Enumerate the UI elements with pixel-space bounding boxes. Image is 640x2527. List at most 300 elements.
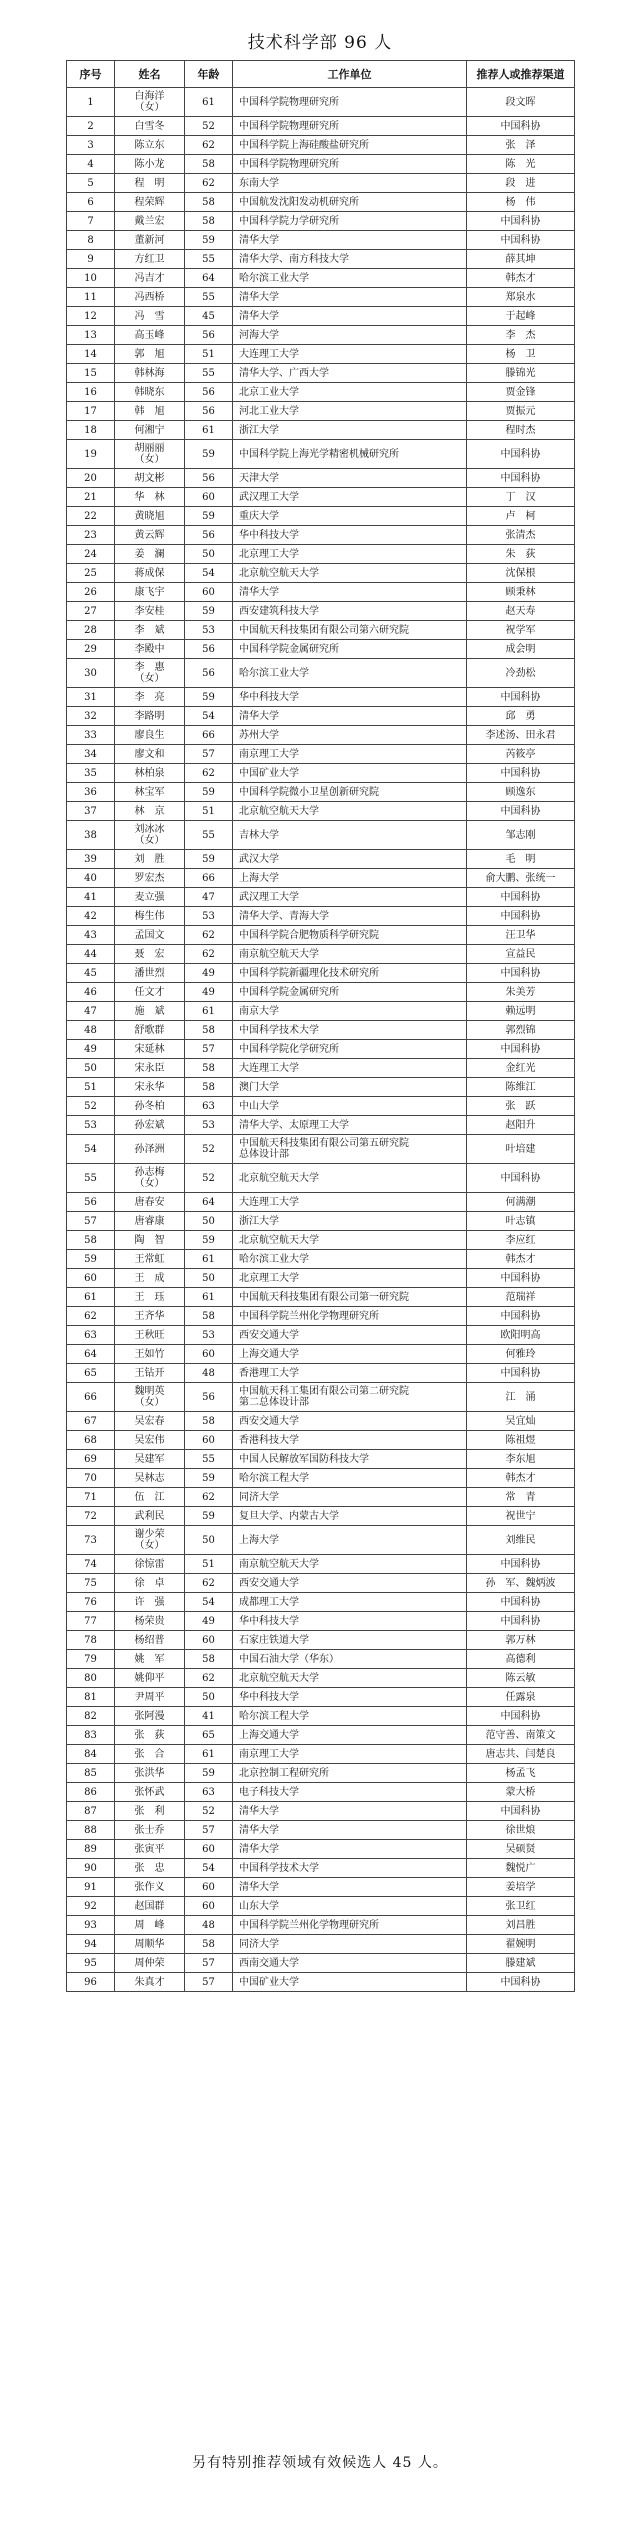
candidate-workplace: 清华大学 xyxy=(233,1878,467,1897)
candidate-table xyxy=(66,60,575,1992)
table-row xyxy=(67,688,575,707)
candidate-recommender: 陈祖煜 xyxy=(467,1431,575,1450)
table-row xyxy=(67,802,575,821)
candidate-age: 59 xyxy=(185,1469,233,1488)
candidate-age: 50 xyxy=(185,1526,233,1555)
row-index: 61 xyxy=(67,1288,115,1307)
candidate-name: 廖良生 xyxy=(115,726,185,745)
candidate-workplace: 中国人民解放军国防科技大学 xyxy=(233,1450,467,1469)
candidate-age: 45 xyxy=(185,307,233,326)
candidate-age: 63 xyxy=(185,1783,233,1802)
candidate-age: 58 xyxy=(185,193,233,212)
table-row xyxy=(67,1212,575,1231)
table-row xyxy=(67,1345,575,1364)
candidate-workplace: 同济大学 xyxy=(233,1488,467,1507)
candidate-age: 62 xyxy=(185,1574,233,1593)
candidate-recommender: 中国科协 xyxy=(467,1973,575,1992)
header-recommender: 推荐人或推荐渠道 xyxy=(467,61,575,88)
table-row xyxy=(67,1574,575,1593)
candidate-age: 59 xyxy=(185,783,233,802)
candidate-age: 61 xyxy=(185,1745,233,1764)
candidate-age: 56 xyxy=(185,326,233,345)
candidate-age: 59 xyxy=(185,1764,233,1783)
candidate-age: 61 xyxy=(185,88,233,117)
candidate-recommender: 杨 伟 xyxy=(467,193,575,212)
row-index: 39 xyxy=(67,850,115,869)
candidate-name: 孙泽洲 xyxy=(115,1135,185,1164)
table-row xyxy=(67,383,575,402)
candidate-name: 姜 澜 xyxy=(115,545,185,564)
row-index: 71 xyxy=(67,1488,115,1507)
candidate-workplace: 清华大学 xyxy=(233,583,467,602)
candidate-workplace: 上海交通大学 xyxy=(233,1345,467,1364)
table-row xyxy=(67,1859,575,1878)
table-row xyxy=(67,1135,575,1164)
candidate-age: 50 xyxy=(185,1688,233,1707)
candidate-age: 50 xyxy=(185,1269,233,1288)
candidate-name: 徐 卓 xyxy=(115,1574,185,1593)
candidate-name: 宋延林 xyxy=(115,1040,185,1059)
candidate-recommender: 范瑞祥 xyxy=(467,1288,575,1307)
row-index: 33 xyxy=(67,726,115,745)
table-row xyxy=(67,764,575,783)
row-index: 15 xyxy=(67,364,115,383)
candidate-recommender: 中国科协 xyxy=(467,1164,575,1193)
table-row xyxy=(67,193,575,212)
candidate-workplace: 武汉理工大学 xyxy=(233,488,467,507)
candidate-workplace: 北京航空航天大学 xyxy=(233,1669,467,1688)
candidate-recommender: 段 进 xyxy=(467,174,575,193)
table-row xyxy=(67,964,575,983)
candidate-age: 48 xyxy=(185,1916,233,1935)
table-row xyxy=(67,155,575,174)
candidate-name: 罗宏杰 xyxy=(115,869,185,888)
candidate-workplace: 清华大学 xyxy=(233,288,467,307)
candidate-recommender: 朱 荻 xyxy=(467,545,575,564)
candidate-workplace: 中国科学院上海硅酸盐研究所 xyxy=(233,136,467,155)
candidate-name: 华 林 xyxy=(115,488,185,507)
table-row xyxy=(67,1097,575,1116)
row-index: 75 xyxy=(67,1574,115,1593)
candidate-workplace: 成都理工大学 xyxy=(233,1593,467,1612)
candidate-workplace: 香港理工大学 xyxy=(233,1364,467,1383)
candidate-age: 54 xyxy=(185,1593,233,1612)
candidate-name: 张 忠 xyxy=(115,1859,185,1878)
row-index: 1 xyxy=(67,88,115,117)
table-row xyxy=(67,1612,575,1631)
row-index: 89 xyxy=(67,1840,115,1859)
candidate-age: 55 xyxy=(185,288,233,307)
table-row xyxy=(67,1954,575,1973)
candidate-age: 61 xyxy=(185,1002,233,1021)
candidate-workplace: 清华大学、南方科技大学 xyxy=(233,250,467,269)
table-row xyxy=(67,945,575,964)
candidate-name: 王钻开 xyxy=(115,1364,185,1383)
candidate-name: 宋永臣 xyxy=(115,1059,185,1078)
candidate-workplace: 哈尔滨工程大学 xyxy=(233,1707,467,1726)
table-row xyxy=(67,1002,575,1021)
candidate-age: 55 xyxy=(185,250,233,269)
candidate-recommender: 刘昌胜 xyxy=(467,1916,575,1935)
table-row xyxy=(67,212,575,231)
candidate-age: 58 xyxy=(185,1059,233,1078)
candidate-recommender: 中国科协 xyxy=(467,212,575,231)
candidate-recommender: 杨 卫 xyxy=(467,345,575,364)
row-index: 14 xyxy=(67,345,115,364)
row-index: 50 xyxy=(67,1059,115,1078)
candidate-recommender: 陈 光 xyxy=(467,155,575,174)
row-index: 13 xyxy=(67,326,115,345)
candidate-age: 51 xyxy=(185,802,233,821)
candidate-workplace: 南京理工大学 xyxy=(233,1745,467,1764)
candidate-age: 52 xyxy=(185,117,233,136)
candidate-workplace: 中国矿业大学 xyxy=(233,1973,467,1992)
candidate-name: 武利民 xyxy=(115,1507,185,1526)
candidate-workplace: 香港科技大学 xyxy=(233,1431,467,1450)
row-index: 19 xyxy=(67,440,115,469)
candidate-recommender: 中国科协 xyxy=(467,469,575,488)
candidate-recommender: 中国科协 xyxy=(467,1555,575,1574)
table-row xyxy=(67,1307,575,1326)
candidate-workplace: 西安交通大学 xyxy=(233,1574,467,1593)
table-row xyxy=(67,888,575,907)
candidate-recommender: 杨孟飞 xyxy=(467,1764,575,1783)
candidate-age: 64 xyxy=(185,1193,233,1212)
candidate-recommender: 郑泉水 xyxy=(467,288,575,307)
candidate-workplace: 中国科学院兰州化学物理研究所 xyxy=(233,1916,467,1935)
candidate-workplace: 中山大学 xyxy=(233,1097,467,1116)
candidate-name: 林柏泉 xyxy=(115,764,185,783)
table-row xyxy=(67,1973,575,1992)
candidate-recommender: 欧阳明高 xyxy=(467,1326,575,1345)
candidate-recommender: 叶志镇 xyxy=(467,1212,575,1231)
candidate-recommender: 金红光 xyxy=(467,1059,575,1078)
candidate-workplace: 南京航空航天大学 xyxy=(233,1555,467,1574)
candidate-recommender: 中国科协 xyxy=(467,688,575,707)
candidate-age: 59 xyxy=(185,1231,233,1250)
candidate-age: 59 xyxy=(185,231,233,250)
candidate-workplace: 清华大学、太原理工大学 xyxy=(233,1116,467,1135)
row-index: 24 xyxy=(67,545,115,564)
candidate-recommender: 祝学军 xyxy=(467,621,575,640)
candidate-recommender: 俞大鹏、张统一 xyxy=(467,869,575,888)
candidate-age: 64 xyxy=(185,269,233,288)
candidate-name: 张怀武 xyxy=(115,1783,185,1802)
candidate-name: 孙志梅 （女） xyxy=(115,1164,185,1193)
candidate-age: 58 xyxy=(185,1021,233,1040)
candidate-name: 胡丽丽 （女） xyxy=(115,440,185,469)
row-index: 21 xyxy=(67,488,115,507)
candidate-recommender: 沈保根 xyxy=(467,564,575,583)
candidate-age: 59 xyxy=(185,1507,233,1526)
row-index: 11 xyxy=(67,288,115,307)
row-index: 36 xyxy=(67,783,115,802)
table-row xyxy=(67,869,575,888)
candidate-name: 杨绍普 xyxy=(115,1631,185,1650)
table-row xyxy=(67,231,575,250)
row-index: 95 xyxy=(67,1954,115,1973)
candidate-workplace: 中国石油大学（华东） xyxy=(233,1650,467,1669)
table-row xyxy=(67,250,575,269)
row-index: 44 xyxy=(67,945,115,964)
candidate-name: 廖文和 xyxy=(115,745,185,764)
candidate-workplace: 南京理工大学 xyxy=(233,745,467,764)
candidate-name: 李 亮 xyxy=(115,688,185,707)
candidate-age: 60 xyxy=(185,488,233,507)
candidate-recommender: 李 杰 xyxy=(467,326,575,345)
table-row xyxy=(67,1745,575,1764)
candidate-workplace: 苏州大学 xyxy=(233,726,467,745)
candidate-workplace: 哈尔滨工业大学 xyxy=(233,659,467,688)
candidate-name: 王秋旺 xyxy=(115,1326,185,1345)
candidate-age: 60 xyxy=(185,1631,233,1650)
candidate-age: 56 xyxy=(185,383,233,402)
candidate-workplace: 中国航天科技集团有限公司第五研究院 总体设计部 xyxy=(233,1135,467,1164)
table-row xyxy=(67,1650,575,1669)
candidate-workplace: 中国航天科技集团有限公司第一研究院 xyxy=(233,1288,467,1307)
candidate-name: 林 京 xyxy=(115,802,185,821)
candidate-workplace: 河北工业大学 xyxy=(233,402,467,421)
candidate-recommender: 李述汤、田永君 xyxy=(467,726,575,745)
row-index: 56 xyxy=(67,1193,115,1212)
candidate-age: 49 xyxy=(185,964,233,983)
row-index: 40 xyxy=(67,869,115,888)
table-row xyxy=(67,421,575,440)
candidate-workplace: 南京航空航天大学 xyxy=(233,945,467,964)
candidate-recommender: 中国科协 xyxy=(467,802,575,821)
candidate-recommender: 范守善、南策文 xyxy=(467,1726,575,1745)
candidate-recommender: 中国科协 xyxy=(467,1612,575,1631)
row-index: 91 xyxy=(67,1878,115,1897)
row-index: 28 xyxy=(67,621,115,640)
candidate-age: 56 xyxy=(185,659,233,688)
candidate-workplace: 天津大学 xyxy=(233,469,467,488)
candidate-workplace: 北京理工大学 xyxy=(233,1269,467,1288)
candidate-recommender: 高德利 xyxy=(467,1650,575,1669)
candidate-recommender: 赵阳升 xyxy=(467,1116,575,1135)
candidate-name: 张寅平 xyxy=(115,1840,185,1859)
candidate-name: 张作义 xyxy=(115,1878,185,1897)
table-row xyxy=(67,526,575,545)
candidate-name: 唐睿康 xyxy=(115,1212,185,1231)
candidate-age: 62 xyxy=(185,945,233,964)
candidate-name: 谢少荣 （女） xyxy=(115,1526,185,1555)
table-row xyxy=(67,1431,575,1450)
candidate-recommender: 薛其坤 xyxy=(467,250,575,269)
candidate-workplace: 哈尔滨工程大学 xyxy=(233,1469,467,1488)
candidate-name: 李 惠 （女） xyxy=(115,659,185,688)
row-index: 45 xyxy=(67,964,115,983)
candidate-age: 59 xyxy=(185,507,233,526)
table-row xyxy=(67,136,575,155)
table-row xyxy=(67,1412,575,1431)
candidate-name: 朱真才 xyxy=(115,1973,185,1992)
candidate-workplace: 中国科学院力学研究所 xyxy=(233,212,467,231)
row-index: 62 xyxy=(67,1307,115,1326)
candidate-recommender: 成会明 xyxy=(467,640,575,659)
candidate-workplace: 西安交通大学 xyxy=(233,1326,467,1345)
candidate-recommender: 韩杰才 xyxy=(467,1250,575,1269)
candidate-age: 59 xyxy=(185,602,233,621)
candidate-recommender: 李东旭 xyxy=(467,1450,575,1469)
candidate-recommender: 祝世宁 xyxy=(467,1507,575,1526)
candidate-recommender: 张卫红 xyxy=(467,1897,575,1916)
candidate-age: 56 xyxy=(185,526,233,545)
row-index: 64 xyxy=(67,1345,115,1364)
row-index: 84 xyxy=(67,1745,115,1764)
candidate-age: 57 xyxy=(185,1040,233,1059)
candidate-workplace: 中国科学院金属研究所 xyxy=(233,983,467,1002)
candidate-name: 王常虹 xyxy=(115,1250,185,1269)
row-index: 76 xyxy=(67,1593,115,1612)
candidate-name: 潘世烈 xyxy=(115,964,185,983)
candidate-name: 黄晓旭 xyxy=(115,507,185,526)
candidate-workplace: 大连理工大学 xyxy=(233,1193,467,1212)
candidate-age: 66 xyxy=(185,726,233,745)
row-index: 59 xyxy=(67,1250,115,1269)
candidate-age: 53 xyxy=(185,1326,233,1345)
candidate-recommender: 中国科协 xyxy=(467,1593,575,1612)
candidate-recommender: 汪卫华 xyxy=(467,926,575,945)
row-index: 34 xyxy=(67,745,115,764)
candidate-recommender: 贾金锋 xyxy=(467,383,575,402)
candidate-name: 冯西桥 xyxy=(115,288,185,307)
candidate-age: 57 xyxy=(185,1973,233,1992)
table-header-row xyxy=(67,61,575,88)
candidate-recommender: 冷劲松 xyxy=(467,659,575,688)
row-index: 86 xyxy=(67,1783,115,1802)
candidate-recommender: 贾振元 xyxy=(467,402,575,421)
candidate-recommender: 魏悦广 xyxy=(467,1859,575,1878)
table-row xyxy=(67,288,575,307)
candidate-workplace: 山东大学 xyxy=(233,1897,467,1916)
candidate-age: 50 xyxy=(185,1212,233,1231)
candidate-workplace: 清华大学 xyxy=(233,1802,467,1821)
candidate-name: 李殿中 xyxy=(115,640,185,659)
candidate-name: 陶 智 xyxy=(115,1231,185,1250)
table-row xyxy=(67,545,575,564)
candidate-workplace: 中国科学院物理研究所 xyxy=(233,88,467,117)
table-body xyxy=(67,88,575,1992)
table-row xyxy=(67,1802,575,1821)
candidate-workplace: 中国科学院新疆理化技术研究所 xyxy=(233,964,467,983)
candidate-age: 57 xyxy=(185,1954,233,1973)
candidate-name: 杨荣贵 xyxy=(115,1612,185,1631)
candidate-age: 60 xyxy=(185,1345,233,1364)
candidate-age: 56 xyxy=(185,402,233,421)
candidate-recommender: 徐世烺 xyxy=(467,1821,575,1840)
candidate-age: 48 xyxy=(185,1364,233,1383)
candidate-age: 58 xyxy=(185,155,233,174)
row-index: 58 xyxy=(67,1231,115,1250)
candidate-name: 张 合 xyxy=(115,1745,185,1764)
row-index: 85 xyxy=(67,1764,115,1783)
table-row xyxy=(67,507,575,526)
candidate-name: 方红卫 xyxy=(115,250,185,269)
candidate-name: 赵国群 xyxy=(115,1897,185,1916)
table-row xyxy=(67,907,575,926)
table-row xyxy=(67,821,575,850)
candidate-workplace: 河海大学 xyxy=(233,326,467,345)
table-row xyxy=(67,1231,575,1250)
table-row xyxy=(67,1021,575,1040)
candidate-age: 54 xyxy=(185,564,233,583)
candidate-name: 吴林志 xyxy=(115,1469,185,1488)
row-index: 88 xyxy=(67,1821,115,1840)
candidate-age: 51 xyxy=(185,345,233,364)
candidate-recommender: 滕建斌 xyxy=(467,1954,575,1973)
table-row xyxy=(67,1288,575,1307)
table-row xyxy=(67,640,575,659)
candidate-name: 高玉峰 xyxy=(115,326,185,345)
table-row xyxy=(67,1250,575,1269)
candidate-workplace: 石家庄铁道大学 xyxy=(233,1631,467,1650)
row-index: 53 xyxy=(67,1116,115,1135)
candidate-age: 51 xyxy=(185,1555,233,1574)
candidate-recommender: 何满潮 xyxy=(467,1193,575,1212)
candidate-age: 47 xyxy=(185,888,233,907)
candidate-workplace: 清华大学 xyxy=(233,1821,467,1840)
candidate-workplace: 复旦大学、内蒙古大学 xyxy=(233,1507,467,1526)
candidate-workplace: 中国科学院合肥物质科学研究院 xyxy=(233,926,467,945)
row-index: 31 xyxy=(67,688,115,707)
candidate-name: 陈立东 xyxy=(115,136,185,155)
candidate-name: 张阿漫 xyxy=(115,1707,185,1726)
table-row xyxy=(67,1688,575,1707)
row-index: 35 xyxy=(67,764,115,783)
candidate-workplace: 华中科技大学 xyxy=(233,1688,467,1707)
candidate-age: 55 xyxy=(185,1450,233,1469)
candidate-name: 胡文彬 xyxy=(115,469,185,488)
candidate-recommender: 唐志共、闫楚良 xyxy=(467,1745,575,1764)
candidate-recommender: 郭烈锦 xyxy=(467,1021,575,1040)
header-age: 年龄 xyxy=(185,61,233,88)
row-index: 41 xyxy=(67,888,115,907)
candidate-age: 58 xyxy=(185,1935,233,1954)
table-row xyxy=(67,117,575,136)
candidate-recommender: 卢 柯 xyxy=(467,507,575,526)
candidate-workplace: 西安交通大学 xyxy=(233,1412,467,1431)
table-row xyxy=(67,1116,575,1135)
candidate-recommender: 姜培学 xyxy=(467,1878,575,1897)
candidate-recommender: 中国科协 xyxy=(467,231,575,250)
candidate-name: 程荣辉 xyxy=(115,193,185,212)
candidate-recommender: 毛 明 xyxy=(467,850,575,869)
candidate-workplace: 北京工业大学 xyxy=(233,383,467,402)
candidate-workplace: 北京航空航天大学 xyxy=(233,1231,467,1250)
candidate-age: 53 xyxy=(185,621,233,640)
table-row xyxy=(67,1164,575,1193)
candidate-recommender: 中国科协 xyxy=(467,888,575,907)
header-workplace: 工作单位 xyxy=(233,61,467,88)
candidate-workplace: 东南大学 xyxy=(233,174,467,193)
candidate-name: 任文才 xyxy=(115,983,185,1002)
candidate-recommender: 中国科协 xyxy=(467,117,575,136)
candidate-recommender: 芮筱亭 xyxy=(467,745,575,764)
candidate-age: 59 xyxy=(185,440,233,469)
candidate-workplace: 中国科学院化学研究所 xyxy=(233,1040,467,1059)
candidate-recommender: 中国科协 xyxy=(467,440,575,469)
table-row xyxy=(67,1059,575,1078)
candidate-workplace: 中国科学院物理研究所 xyxy=(233,117,467,136)
row-index: 8 xyxy=(67,231,115,250)
candidate-age: 60 xyxy=(185,1431,233,1450)
candidate-name: 王如竹 xyxy=(115,1345,185,1364)
table-row xyxy=(67,326,575,345)
page-title: 技术科学部 96 人 xyxy=(247,33,393,53)
candidate-name: 聂 宏 xyxy=(115,945,185,964)
table-row xyxy=(67,364,575,383)
